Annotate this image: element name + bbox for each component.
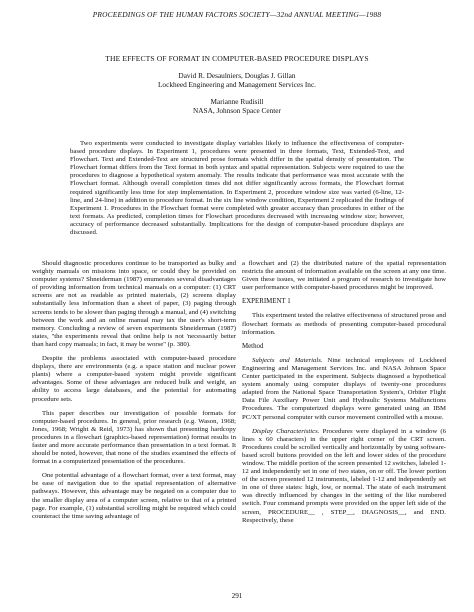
body-paragraph: This experiment tested the relative effectiveness of structured prose and flowchart formats as methods of presenting computer-based procedural information. — [242, 312, 446, 336]
author-names-2: Marianne Rudisill — [210, 97, 264, 106]
body-paragraph: Should diagnostic procedures continue to be transported as bulky and weighty manuals on missions into space, or could they be provided on computer systems? Shneiderman (1987) enumerates several disadvantages of providing information from technical manuals on a computer: (1) CRT screens are not as readable as printed materials, (2) screens display substantially less information than a sheet of paper, (3) paging through screens tends to be slower than paging through a manual, and (4) switching between the work and an online manual may tax the user's short-term memory. Concluding a review of seven experiments Shneiderman (1987) states, "the experiments reveal that online help is not 'necessarily better than hard copy manuals; in fact, it may be worse" (p. 380). — [32, 260, 236, 348]
page-number: 291 — [231, 592, 243, 600]
right-column — [242, 260, 446, 531]
body-paragraph: One potential advantage of a flowchart format, over a text format, may be ease of navigation due to the spatial representation of alternative pathways. However, this advantage may be negated on a computer due to the smaller display area of a computer screen, relative to that of a printed page. For example, (1) substantial scrolling might be required which could counteract the time saving advantage of — [32, 472, 236, 520]
author-names-1: David R. Desaulniers, Douglas J. Gillan — [178, 71, 296, 80]
run-in-heading: Display Characteristics. — [252, 427, 320, 435]
abstract: Two experiments were conducted to investigate display variables likely to influence the effectiveness of computer-based procedure displays. In Experiment 1, procedures were presented in three formats, Text, Extended-Text, and Flowchart. Text and Extended-Text are structured prose formats which differ in the spatial density of presentation. The Flowchart format differs from the Text format in both syntax and spatial representation. Subjects were required to use the procedures to diagnose a hypothetical system anomaly. The results indicate that performance was most accurate with the Flowchart format. Although overall completion times did not differ significantly across formats, the Flowchart format required significantly less time for step implementation. In Experiment 2, procedure window size was varied (6-line, 12-line, and 24-line) in addition to procedure format. In the six line window condition, Experiment 2 replicated the findings of Experiment 1. Procedures in the Flowchart format were completed with greater accuracy than procedures in either of the text formats. As predicted, completion times for Flowchart procedures decreased with increasing window size; however, accuracy of performance decreased substantially. Implications for the design of computer-based procedure displays are discussed. — [70, 140, 404, 237]
body-paragraph — [242, 428, 446, 525]
section-heading-experiment-1: EXPERIMENT 1 — [242, 298, 291, 306]
paragraph-text: Procedures were displayed in a window (6 lines x 60 characters) in the upper right corner of the CRT screen. Procedures could be scrolled vertically and horizontally by using software-based scroll buttons provided on the left and lower sides of the procedure window. The middle portion of the screen presented 12 switches, labeled 1-12 and independently set in one of two states, on or off. The lower portion of the screen presented 12 instruments, labeled 1-12 and independently set in one of three states: high, low, or normal. The state of each instrument was directly influenced by changes in the setting of the like numbered switch. Four command prompts were provided on the upper left side of the screen, PROCEDURE__ , STEP__, DIAGNOSIS__, and END. Respectively, these — [242, 427, 447, 524]
body-paragraph: a flowchart and (2) the distributed nature of the spatial representation restricts the amount of information available on the screen at any one time. Given these issues, we initiated a program of research to investigate how user performance with computer-based procedures might be improved. — [242, 260, 446, 292]
body-paragraph — [242, 357, 446, 422]
run-in-heading: Subjects and Materials. — [252, 356, 323, 364]
body-paragraph: This paper describes our investigation of possible formats for computer-based procedures. In general, prior research (e.g. Wason, 1968; Jones, 1968; Wright & Reid, 1973) has shown that presenting hardcopy procedures in a flowchart (graphics-based representation) format results in faster and more accurate performance than presentation in a text format. It should be noted, however, that none of the studies examined the effects of format in a computerized presentation of the procedures. — [32, 409, 236, 466]
paragraph-text: Nine technical employees of Lockheed Engineering and Management Services Inc. and NASA Johnson Space Center participated in the experiment. Subjects diagnosed a hypothetical system anomaly using computer displays of twenty-one procedures adapted from the National Space Transportation System's, Orbiter Flight Data File Auxiliary Power Unit and Hydraulic Systems Malfunctions Procedures. The computerized displays were generated using an IBM PC/XT personal computer with cursor movement controlled with a mouse. — [242, 356, 446, 421]
running-header: PROCEEDINGS OF THE HUMAN FACTORS SOCIETY—32nd ANNUAL MEETING—1988 — [92, 10, 382, 19]
subsection-heading-method: Method — [242, 342, 264, 350]
left-column — [32, 260, 236, 527]
affiliation-2: NASA, Johnson Space Center — [193, 106, 281, 115]
body-paragraph: Despite the problems associated with computer-based procedure displays, there are environments (e.g. a space station and nuclear power plants) where a computer-based system might provide significant advantages. Some of these advantages are reduced bulk and weight, an ability to access large databases, and the potential for automating procedure sets. — [32, 355, 236, 403]
paper-title: THE EFFECTS OF FORMAT IN COMPUTER-BASED PROCEDURE DISPLAYS — [105, 54, 369, 63]
affiliation-1: Lockheed Engineering and Management Services Inc. — [157, 80, 317, 89]
title-block — [0, 54, 474, 115]
